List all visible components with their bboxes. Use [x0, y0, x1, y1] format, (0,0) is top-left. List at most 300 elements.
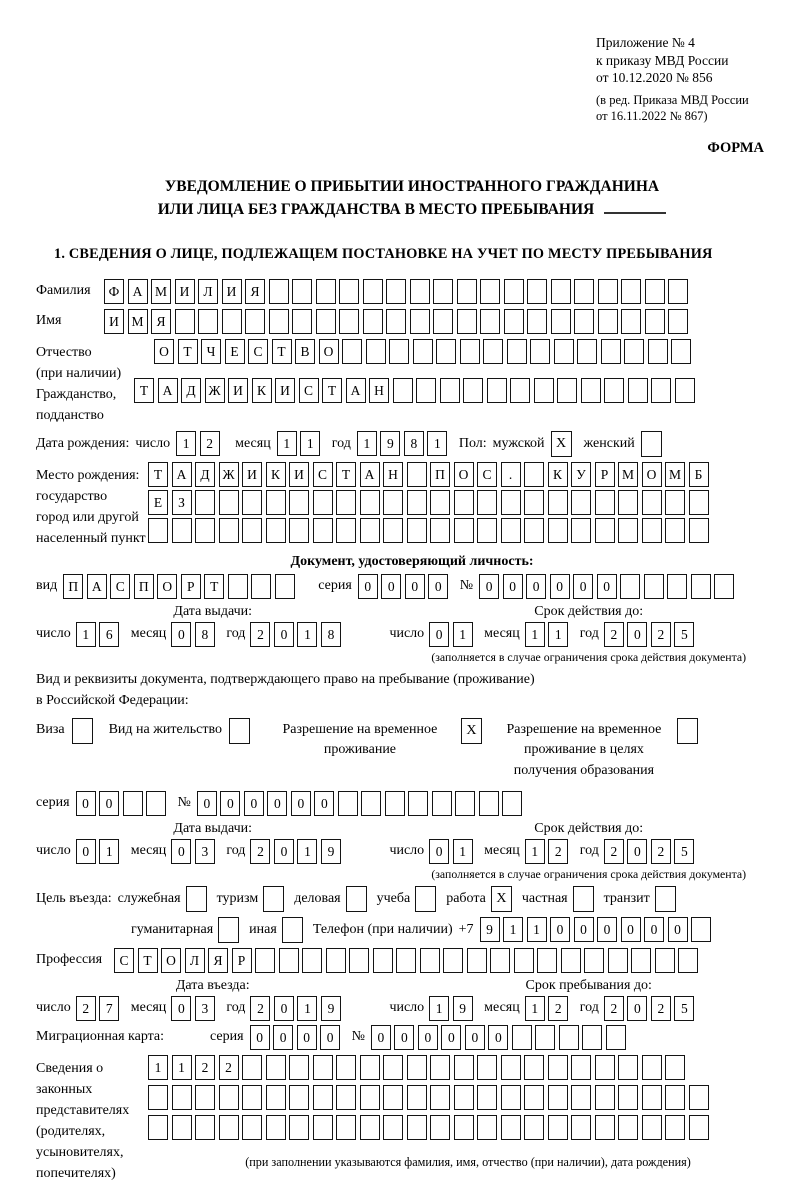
char-box[interactable] — [373, 948, 393, 973]
char-box[interactable]: 0 — [503, 574, 523, 599]
char-box[interactable]: 0 — [274, 996, 294, 1021]
char-box[interactable]: Л — [185, 948, 205, 973]
char-box[interactable] — [608, 948, 628, 973]
char-box[interactable]: 1 — [148, 1055, 168, 1080]
char-box[interactable] — [665, 1085, 685, 1110]
char-box[interactable]: 0 — [479, 574, 499, 599]
char-box[interactable] — [557, 378, 577, 403]
char-box[interactable] — [219, 518, 239, 543]
char-box[interactable] — [665, 490, 685, 515]
char-box[interactable] — [689, 1115, 709, 1140]
char-box[interactable] — [266, 518, 286, 543]
char-box[interactable] — [360, 490, 380, 515]
char-box[interactable] — [501, 1085, 521, 1110]
char-box[interactable]: К — [266, 462, 286, 487]
char-box[interactable] — [548, 518, 568, 543]
char-box[interactable] — [383, 1115, 403, 1140]
char-box[interactable]: 2 — [604, 839, 624, 864]
char-box[interactable]: 9 — [453, 996, 473, 1021]
char-box[interactable] — [571, 1085, 591, 1110]
char-box[interactable]: Т — [336, 462, 356, 487]
char-box[interactable] — [360, 1055, 380, 1080]
char-box[interactable]: П — [134, 574, 154, 599]
char-box[interactable] — [269, 279, 289, 304]
char-box[interactable]: 5 — [674, 996, 694, 1021]
char-box[interactable] — [430, 1085, 450, 1110]
char-box[interactable] — [339, 309, 359, 334]
char-box[interactable] — [266, 1115, 286, 1140]
char-box[interactable]: 0 — [405, 574, 425, 599]
char-box[interactable]: 0 — [273, 1025, 293, 1050]
char-box[interactable]: 9 — [321, 996, 341, 1021]
char-box[interactable] — [454, 1115, 474, 1140]
char-box[interactable]: С — [477, 462, 497, 487]
char-box[interactable]: 1 — [277, 431, 297, 456]
char-box[interactable]: 8 — [321, 622, 341, 647]
char-box[interactable]: Ф — [104, 279, 124, 304]
char-box[interactable] — [574, 279, 594, 304]
char-box[interactable] — [146, 791, 166, 816]
char-box[interactable] — [289, 518, 309, 543]
char-box[interactable] — [336, 1085, 356, 1110]
char-box[interactable]: С — [110, 574, 130, 599]
char-box[interactable] — [621, 279, 641, 304]
char-box[interactable] — [242, 518, 262, 543]
char-box[interactable] — [595, 1055, 615, 1080]
char-box[interactable] — [407, 490, 427, 515]
char-box[interactable]: Р — [181, 574, 201, 599]
char-box[interactable]: И — [289, 462, 309, 487]
char-box[interactable] — [410, 309, 430, 334]
char-box[interactable]: С — [313, 462, 333, 487]
char-box[interactable] — [361, 791, 381, 816]
purpose-tourism-checkbox[interactable] — [263, 886, 284, 912]
char-box[interactable]: 1 — [548, 622, 568, 647]
char-box[interactable] — [195, 490, 215, 515]
char-box[interactable]: 1 — [76, 622, 96, 647]
char-box[interactable]: 2 — [250, 622, 270, 647]
char-box[interactable]: А — [87, 574, 107, 599]
char-box[interactable] — [363, 309, 383, 334]
char-box[interactable]: 1 — [527, 917, 547, 942]
char-box[interactable] — [393, 378, 413, 403]
char-box[interactable] — [584, 948, 604, 973]
char-box[interactable] — [338, 791, 358, 816]
char-box[interactable]: Т — [148, 462, 168, 487]
char-box[interactable]: 0 — [597, 574, 617, 599]
char-box[interactable]: 0 — [371, 1025, 391, 1050]
char-box[interactable] — [430, 1115, 450, 1140]
char-box[interactable] — [535, 1025, 555, 1050]
gender-female-checkbox[interactable] — [641, 431, 662, 457]
char-box[interactable] — [457, 309, 477, 334]
purpose-business-checkbox[interactable] — [346, 886, 367, 912]
char-box[interactable] — [454, 1055, 474, 1080]
char-box[interactable] — [279, 948, 299, 973]
char-box[interactable] — [548, 1055, 568, 1080]
char-box[interactable]: Т — [134, 378, 154, 403]
char-box[interactable]: 0 — [274, 839, 294, 864]
char-box[interactable]: 2 — [604, 622, 624, 647]
char-box[interactable] — [407, 1115, 427, 1140]
purpose-work-checkbox[interactable]: X — [491, 886, 512, 912]
char-box[interactable] — [714, 574, 734, 599]
char-box[interactable]: 1 — [525, 839, 545, 864]
char-box[interactable] — [642, 518, 662, 543]
char-box[interactable]: 0 — [320, 1025, 340, 1050]
char-box[interactable] — [537, 948, 557, 973]
char-box[interactable]: 2 — [200, 431, 220, 456]
char-box[interactable] — [313, 518, 333, 543]
char-box[interactable]: 0 — [250, 1025, 270, 1050]
char-box[interactable]: 0 — [394, 1025, 414, 1050]
char-box[interactable] — [433, 279, 453, 304]
char-box[interactable]: Ч — [201, 339, 221, 364]
purpose-private-checkbox[interactable] — [573, 886, 594, 912]
char-box[interactable] — [477, 1115, 497, 1140]
char-box[interactable] — [407, 1055, 427, 1080]
char-box[interactable]: С — [114, 948, 134, 973]
char-box[interactable] — [571, 518, 591, 543]
char-box[interactable] — [389, 339, 409, 364]
char-box[interactable] — [581, 378, 601, 403]
char-box[interactable] — [624, 339, 644, 364]
char-box[interactable] — [665, 1115, 685, 1140]
char-box[interactable] — [251, 574, 271, 599]
char-box[interactable] — [242, 1055, 262, 1080]
char-box[interactable]: О — [161, 948, 181, 973]
char-box[interactable]: 2 — [548, 996, 568, 1021]
char-box[interactable]: 1 — [429, 996, 449, 1021]
char-box[interactable] — [360, 1115, 380, 1140]
char-box[interactable] — [175, 309, 195, 334]
char-box[interactable]: И — [242, 462, 262, 487]
char-box[interactable]: 0 — [244, 791, 264, 816]
char-box[interactable] — [386, 309, 406, 334]
char-box[interactable]: П — [430, 462, 450, 487]
char-box[interactable] — [289, 1085, 309, 1110]
char-box[interactable] — [668, 279, 688, 304]
char-box[interactable]: 7 — [99, 996, 119, 1021]
char-box[interactable]: 2 — [195, 1055, 215, 1080]
char-box[interactable] — [507, 339, 527, 364]
char-box[interactable] — [349, 948, 369, 973]
char-box[interactable] — [501, 1115, 521, 1140]
char-box[interactable]: 1 — [503, 917, 523, 942]
char-box[interactable]: Т — [138, 948, 158, 973]
char-box[interactable] — [430, 1055, 450, 1080]
char-box[interactable]: 0 — [488, 1025, 508, 1050]
char-box[interactable]: У — [571, 462, 591, 487]
char-box[interactable]: 9 — [321, 839, 341, 864]
char-box[interactable] — [195, 1115, 215, 1140]
char-box[interactable] — [460, 339, 480, 364]
char-box[interactable] — [501, 518, 521, 543]
char-box[interactable] — [463, 378, 483, 403]
char-box[interactable]: 1 — [176, 431, 196, 456]
char-box[interactable]: Ж — [219, 462, 239, 487]
char-box[interactable]: Т — [272, 339, 292, 364]
visa-checkbox[interactable] — [72, 718, 93, 744]
char-box[interactable]: 1 — [357, 431, 377, 456]
char-box[interactable] — [548, 1085, 568, 1110]
char-box[interactable]: И — [175, 279, 195, 304]
char-box[interactable]: 0 — [381, 574, 401, 599]
char-box[interactable]: 5 — [674, 622, 694, 647]
char-box[interactable]: 2 — [76, 996, 96, 1021]
char-box[interactable] — [385, 791, 405, 816]
purpose-official-checkbox[interactable] — [186, 886, 207, 912]
char-box[interactable]: 0 — [76, 791, 96, 816]
char-box[interactable] — [510, 378, 530, 403]
char-box[interactable] — [490, 948, 510, 973]
char-box[interactable] — [618, 1115, 638, 1140]
char-box[interactable]: М — [151, 279, 171, 304]
char-box[interactable]: 1 — [297, 996, 317, 1021]
char-box[interactable]: 0 — [297, 1025, 317, 1050]
char-box[interactable]: Ж — [205, 378, 225, 403]
char-box[interactable]: К — [548, 462, 568, 487]
char-box[interactable] — [336, 490, 356, 515]
char-box[interactable] — [548, 1115, 568, 1140]
char-box[interactable] — [604, 378, 624, 403]
char-box[interactable] — [551, 279, 571, 304]
char-box[interactable] — [432, 791, 452, 816]
char-box[interactable] — [527, 309, 547, 334]
char-box[interactable] — [313, 1115, 333, 1140]
char-box[interactable]: И — [228, 378, 248, 403]
char-box[interactable] — [172, 1085, 192, 1110]
char-box[interactable]: 0 — [574, 917, 594, 942]
char-box[interactable] — [524, 462, 544, 487]
char-box[interactable] — [440, 378, 460, 403]
char-box[interactable]: 2 — [548, 839, 568, 864]
char-box[interactable] — [524, 1115, 544, 1140]
char-box[interactable]: 0 — [267, 791, 287, 816]
char-box[interactable] — [407, 1085, 427, 1110]
char-box[interactable]: М — [665, 462, 685, 487]
char-box[interactable]: Я — [151, 309, 171, 334]
char-box[interactable] — [691, 917, 711, 942]
char-box[interactable]: 1 — [297, 622, 317, 647]
char-box[interactable] — [443, 948, 463, 973]
purpose-other-checkbox[interactable] — [282, 917, 303, 943]
char-box[interactable]: С — [299, 378, 319, 403]
char-box[interactable] — [457, 279, 477, 304]
char-box[interactable]: 9 — [480, 917, 500, 942]
char-box[interactable] — [689, 1085, 709, 1110]
char-box[interactable] — [642, 1085, 662, 1110]
char-box[interactable]: 0 — [668, 917, 688, 942]
char-box[interactable] — [530, 339, 550, 364]
char-box[interactable] — [436, 339, 456, 364]
char-box[interactable] — [618, 1055, 638, 1080]
char-box[interactable] — [628, 378, 648, 403]
char-box[interactable]: 0 — [314, 791, 334, 816]
char-box[interactable] — [228, 574, 248, 599]
char-box[interactable] — [671, 339, 691, 364]
char-box[interactable]: 0 — [597, 917, 617, 942]
char-box[interactable] — [561, 948, 581, 973]
char-box[interactable] — [269, 309, 289, 334]
char-box[interactable] — [595, 518, 615, 543]
char-box[interactable] — [172, 518, 192, 543]
char-box[interactable] — [595, 490, 615, 515]
char-box[interactable] — [595, 1085, 615, 1110]
char-box[interactable]: 1 — [99, 839, 119, 864]
purpose-study-checkbox[interactable] — [415, 886, 436, 912]
char-box[interactable] — [410, 279, 430, 304]
char-box[interactable] — [342, 339, 362, 364]
char-box[interactable] — [454, 490, 474, 515]
char-box[interactable]: 0 — [550, 574, 570, 599]
char-box[interactable]: 0 — [621, 917, 641, 942]
char-box[interactable]: 1 — [297, 839, 317, 864]
char-box[interactable] — [480, 279, 500, 304]
char-box[interactable]: 0 — [627, 839, 647, 864]
char-box[interactable] — [483, 339, 503, 364]
char-box[interactable]: 2 — [250, 839, 270, 864]
char-box[interactable]: Д — [195, 462, 215, 487]
char-box[interactable]: 2 — [651, 622, 671, 647]
char-box[interactable] — [313, 1085, 333, 1110]
char-box[interactable] — [551, 309, 571, 334]
char-box[interactable] — [477, 518, 497, 543]
char-box[interactable] — [363, 279, 383, 304]
char-box[interactable] — [667, 574, 687, 599]
char-box[interactable] — [219, 1115, 239, 1140]
char-box[interactable]: 2 — [651, 996, 671, 1021]
char-box[interactable] — [313, 490, 333, 515]
char-box[interactable] — [651, 378, 671, 403]
char-box[interactable] — [407, 462, 427, 487]
char-box[interactable] — [571, 1115, 591, 1140]
char-box[interactable] — [222, 309, 242, 334]
char-box[interactable] — [582, 1025, 602, 1050]
char-box[interactable]: 0 — [429, 622, 449, 647]
char-box[interactable] — [219, 1085, 239, 1110]
char-box[interactable]: Б — [689, 462, 709, 487]
char-box[interactable]: 2 — [604, 996, 624, 1021]
char-box[interactable] — [571, 490, 591, 515]
char-box[interactable] — [366, 339, 386, 364]
char-box[interactable] — [598, 279, 618, 304]
char-box[interactable] — [407, 518, 427, 543]
char-box[interactable] — [689, 490, 709, 515]
char-box[interactable]: 0 — [99, 791, 119, 816]
char-box[interactable]: П — [63, 574, 83, 599]
char-box[interactable] — [413, 339, 433, 364]
char-box[interactable] — [655, 948, 675, 973]
char-box[interactable]: 9 — [380, 431, 400, 456]
char-box[interactable] — [289, 1115, 309, 1140]
char-box[interactable]: 1 — [525, 996, 545, 1021]
char-box[interactable] — [675, 378, 695, 403]
char-box[interactable] — [524, 518, 544, 543]
char-box[interactable]: А — [158, 378, 178, 403]
char-box[interactable] — [289, 1055, 309, 1080]
char-box[interactable] — [360, 1085, 380, 1110]
char-box[interactable] — [302, 948, 322, 973]
char-box[interactable] — [255, 948, 275, 973]
char-box[interactable] — [430, 518, 450, 543]
char-box[interactable] — [396, 948, 416, 973]
char-box[interactable] — [618, 1085, 638, 1110]
char-box[interactable]: Е — [225, 339, 245, 364]
char-box[interactable] — [571, 1055, 591, 1080]
char-box[interactable]: 2 — [219, 1055, 239, 1080]
char-box[interactable] — [527, 279, 547, 304]
char-box[interactable]: И — [104, 309, 124, 334]
char-box[interactable] — [454, 1085, 474, 1110]
char-box[interactable]: 2 — [250, 996, 270, 1021]
char-box[interactable]: 1 — [427, 431, 447, 456]
char-box[interactable] — [455, 791, 475, 816]
char-box[interactable]: 1 — [453, 839, 473, 864]
char-box[interactable] — [477, 490, 497, 515]
char-box[interactable]: К — [252, 378, 272, 403]
char-box[interactable] — [383, 1085, 403, 1110]
char-box[interactable]: А — [128, 279, 148, 304]
char-box[interactable]: Т — [204, 574, 224, 599]
char-box[interactable]: 0 — [171, 622, 191, 647]
char-box[interactable]: И — [222, 279, 242, 304]
char-box[interactable] — [501, 1055, 521, 1080]
char-box[interactable]: О — [642, 462, 662, 487]
char-box[interactable] — [631, 948, 651, 973]
char-box[interactable] — [275, 574, 295, 599]
char-box[interactable]: Р — [595, 462, 615, 487]
char-box[interactable]: 0 — [550, 917, 570, 942]
char-box[interactable]: Л — [198, 279, 218, 304]
char-box[interactable] — [601, 339, 621, 364]
char-box[interactable]: 0 — [274, 622, 294, 647]
char-box[interactable] — [383, 490, 403, 515]
char-box[interactable]: 0 — [197, 791, 217, 816]
char-box[interactable] — [534, 378, 554, 403]
char-box[interactable] — [420, 948, 440, 973]
char-box[interactable]: В — [295, 339, 315, 364]
char-box[interactable] — [501, 490, 521, 515]
char-box[interactable]: 0 — [465, 1025, 485, 1050]
char-box[interactable] — [504, 279, 524, 304]
char-box[interactable]: 0 — [644, 917, 664, 942]
char-box[interactable]: С — [248, 339, 268, 364]
char-box[interactable] — [642, 490, 662, 515]
char-box[interactable]: 0 — [441, 1025, 461, 1050]
char-box[interactable] — [691, 574, 711, 599]
char-box[interactable]: 0 — [627, 622, 647, 647]
char-box[interactable]: 0 — [358, 574, 378, 599]
char-box[interactable] — [383, 518, 403, 543]
char-box[interactable] — [477, 1085, 497, 1110]
char-box[interactable]: И — [275, 378, 295, 403]
char-box[interactable] — [148, 1085, 168, 1110]
char-box[interactable] — [645, 279, 665, 304]
char-box[interactable] — [524, 1055, 544, 1080]
char-box[interactable] — [336, 518, 356, 543]
char-box[interactable] — [123, 791, 143, 816]
char-box[interactable]: 1 — [300, 431, 320, 456]
char-box[interactable] — [548, 490, 568, 515]
char-box[interactable]: М — [618, 462, 638, 487]
char-box[interactable]: О — [154, 339, 174, 364]
char-box[interactable] — [433, 309, 453, 334]
char-box[interactable]: 0 — [418, 1025, 438, 1050]
char-box[interactable]: 1 — [453, 622, 473, 647]
char-box[interactable] — [668, 309, 688, 334]
char-box[interactable]: Е — [148, 490, 168, 515]
